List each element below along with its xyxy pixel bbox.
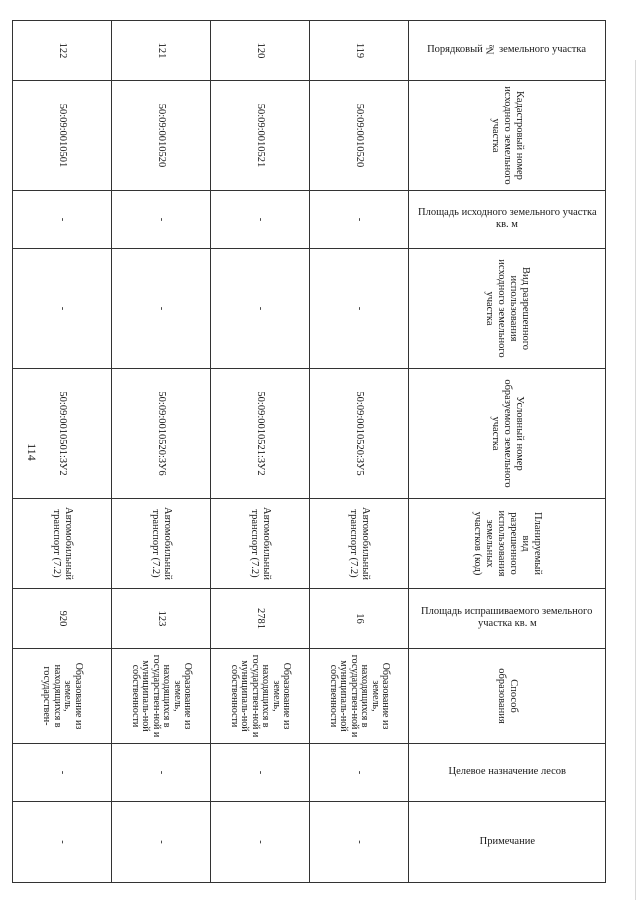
header-area-formed: Площадь испрашиваемого земельного участка кв. м bbox=[409, 589, 606, 649]
table-row bbox=[13, 21, 112, 883]
page-edge-line bbox=[635, 60, 636, 900]
cell-planned-use: Автомобильный транспорт (7.2) bbox=[112, 499, 211, 589]
cell-conditional-number: 50:09:0010520:ЗУ5 bbox=[310, 369, 409, 499]
cell-conditional-number: 50:09:0010520:ЗУ6 bbox=[112, 369, 211, 499]
header-conditional-number: Условный номер образуемого земельного участка bbox=[409, 369, 606, 499]
cell-area-source: - bbox=[310, 191, 409, 249]
cell-order-no: 121 bbox=[112, 21, 211, 81]
land-plots-table bbox=[12, 20, 606, 883]
table-row bbox=[112, 21, 211, 883]
header-order-no: Порядковый № земельного участка bbox=[409, 21, 606, 81]
table-header-row bbox=[409, 21, 606, 883]
cell-conditional-number: 50:09:0010521:ЗУ2 bbox=[211, 369, 310, 499]
cell-area-formed: 16 bbox=[310, 589, 409, 649]
cell-area-formed: 123 bbox=[112, 589, 211, 649]
cell-forest-purpose: - bbox=[310, 744, 409, 802]
header-note: Примечание bbox=[409, 802, 606, 883]
cell-order-no: 119 bbox=[310, 21, 409, 81]
cell-permitted-use-source: - bbox=[310, 249, 409, 369]
cell-note: - bbox=[211, 802, 310, 883]
cell-order-no: 122 bbox=[13, 21, 112, 81]
cell-area-formed: 920 bbox=[13, 589, 112, 649]
table-row bbox=[211, 21, 310, 883]
cell-conditional-number: 50:09:0010501:ЗУ2 bbox=[13, 369, 112, 499]
cell-planned-use: Автомобильный транспорт (7.2) bbox=[310, 499, 409, 589]
cell-permitted-use-source: - bbox=[211, 249, 310, 369]
table-row bbox=[310, 21, 409, 883]
page-number: 114 bbox=[25, 443, 39, 461]
cell-planned-use: Автомобильный транспорт (7.2) bbox=[211, 499, 310, 589]
cell-note: - bbox=[13, 802, 112, 883]
header-planned-use: Планируемый вид разрешенного использования земельных участков (код) bbox=[409, 499, 606, 589]
cell-permitted-use-source: - bbox=[13, 249, 112, 369]
cell-area-source: - bbox=[211, 191, 310, 249]
cell-area-source: - bbox=[112, 191, 211, 249]
cell-permitted-use-source: - bbox=[112, 249, 211, 369]
header-cadastral-source: Кадастровый номер исходного земельного участка bbox=[409, 81, 606, 191]
cell-note: - bbox=[112, 802, 211, 883]
cell-cadastral-source: 50:09:0010520 bbox=[112, 81, 211, 191]
cell-note: - bbox=[310, 802, 409, 883]
cell-area-formed: 2781 bbox=[211, 589, 310, 649]
cell-formation-method: Образование из земель, находящихся в государствен-ной и муниципаль-ной собственности bbox=[211, 649, 310, 744]
cell-cadastral-source: 50:09:0010521 bbox=[211, 81, 310, 191]
cell-formation-method: Образование из земель, находящихся в государствен-ной и муниципаль-ной собственности bbox=[112, 649, 211, 744]
header-formation-method: Способ образования bbox=[409, 649, 606, 744]
header-permitted-use-source: Вид разрешенного использования исходного земельного участка bbox=[409, 249, 606, 369]
cell-cadastral-source: 50:09:0010501 bbox=[13, 81, 112, 191]
cell-forest-purpose: - bbox=[13, 744, 112, 802]
rotated-table-container bbox=[38, 20, 606, 882]
header-area-source: Площадь исходного земельного участка кв. м bbox=[409, 191, 606, 249]
cell-formation-method: Образование из земель, находящихся в государствен- bbox=[13, 649, 112, 744]
cell-area-source: - bbox=[13, 191, 112, 249]
cell-planned-use: Автомобильный транспорт (7.2) bbox=[13, 499, 112, 589]
cell-cadastral-source: 50:09:0010520 bbox=[310, 81, 409, 191]
cell-formation-method: Образование из земель, находящихся в государствен-ной и муниципаль-ной собственности bbox=[310, 649, 409, 744]
cell-forest-purpose: - bbox=[211, 744, 310, 802]
cell-forest-purpose: - bbox=[112, 744, 211, 802]
cell-order-no: 120 bbox=[211, 21, 310, 81]
header-forest-purpose: Целевое назначение лесов bbox=[409, 744, 606, 802]
